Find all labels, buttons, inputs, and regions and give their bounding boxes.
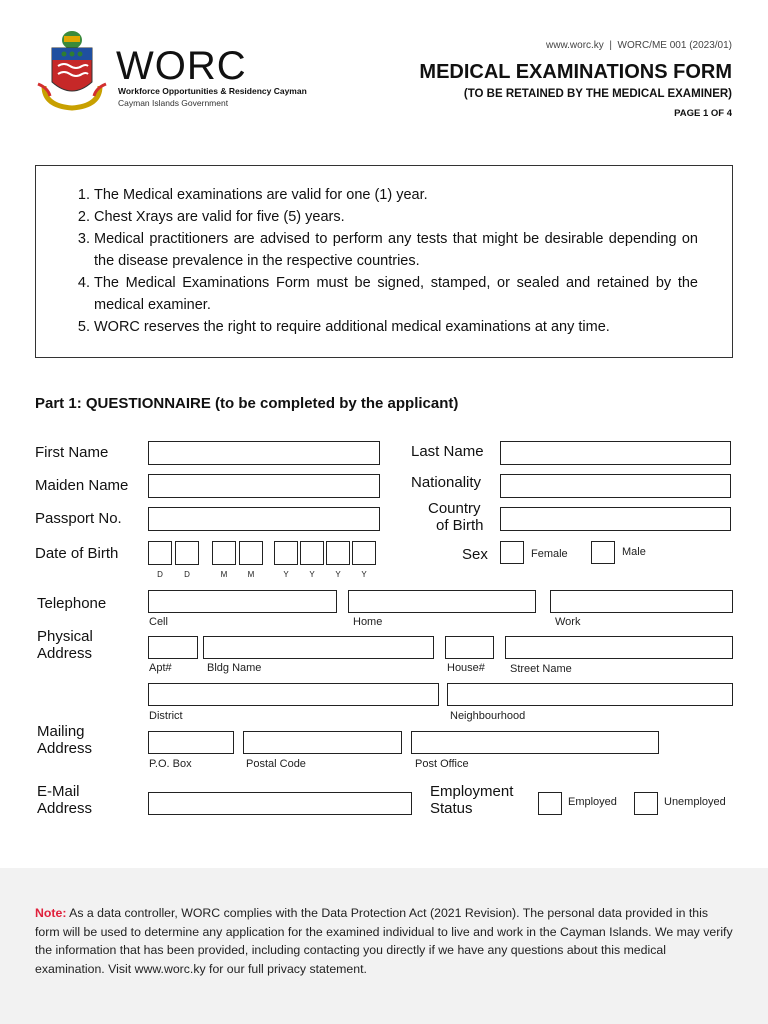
passport-field[interactable] <box>148 507 380 531</box>
last-name-field[interactable] <box>500 441 731 465</box>
note-text: As a data controller, WORC complies with the Data Protection Act (2021 Revision). The personal data provided in this form will be used to determine any application for the examined individual to live and work in the Cayman Islands. We may verify the information that has been provided, including contacting you directly if we have any questions about this medical examination. Visit www.worc.ky for our full privacy statement. <box>35 906 733 976</box>
sex-male-label: Male <box>622 546 646 558</box>
country-of-birth-field[interactable] <box>500 507 731 531</box>
dob-day-2[interactable] <box>175 541 199 565</box>
dob-label: Date of Birth <box>35 545 119 562</box>
email-field[interactable] <box>148 792 412 815</box>
dob-hint: Y <box>309 570 315 579</box>
maiden-name-field[interactable] <box>148 474 380 498</box>
dob-month-2[interactable] <box>239 541 263 565</box>
dob-hint: M <box>220 570 228 579</box>
privacy-footer <box>0 868 768 1024</box>
dob-year-2[interactable] <box>300 541 324 565</box>
dob-year-3[interactable] <box>326 541 350 565</box>
dob-hint: D <box>184 570 190 579</box>
notice-item: 3. Medical practitioners are advised to perform any tests that might be desirable depending on the disease prevalence in the respective countries. <box>94 228 698 272</box>
notice-item: 5. WORC reserves the right to require additional medical examinations at any time. <box>94 316 698 338</box>
physical-address-label-2: Address <box>37 645 93 662</box>
employed-label: Employed <box>568 796 617 808</box>
form-reference: www.worc.ky | WORC/ME 001 (2023/01) <box>546 40 732 51</box>
po-box-label: P.O. Box <box>149 758 192 770</box>
house-label: House# <box>447 662 485 674</box>
country-of-birth-label-1: Country <box>428 500 481 517</box>
telephone-label: Telephone <box>37 595 107 612</box>
street-name-label: Street Name <box>510 663 572 675</box>
page-indicator: PAGE 1 OF 4 <box>674 108 732 119</box>
nationality-label: Nationality <box>411 474 482 491</box>
post-office-field[interactable] <box>411 731 659 754</box>
employed-checkbox[interactable] <box>538 792 562 815</box>
email-address-label-2: Address <box>37 800 93 817</box>
coat-of-arms-icon <box>34 26 110 114</box>
work-label: Work <box>555 616 581 628</box>
notice-item: 4. The Medical Examinations Form must be signed, stamped, or sealed and retained by the medical examiner. <box>94 272 698 316</box>
first-name-field[interactable] <box>148 441 380 465</box>
note-label: Note: <box>35 906 67 920</box>
telephone-work-field[interactable] <box>550 590 733 613</box>
sex-label: Sex <box>462 546 488 563</box>
notice-list <box>94 184 698 338</box>
email-address-label-1: E-Mail <box>37 783 80 800</box>
brand-title: WORC <box>116 44 247 88</box>
bldg-name-label: Bldg Name <box>207 662 262 674</box>
postal-code-label: Postal Code <box>246 758 306 770</box>
passport-label: Passport No. <box>35 510 122 527</box>
employment-status-label-2: Status <box>430 800 473 817</box>
form-title: MEDICAL EXAMINATIONS FORM <box>419 61 732 83</box>
first-name-label: First Name <box>35 444 109 461</box>
unemployed-checkbox[interactable] <box>634 792 658 815</box>
neighbourhood-field[interactable] <box>447 683 733 706</box>
dob-hint: Y <box>361 570 367 579</box>
nationality-field[interactable] <box>500 474 731 498</box>
bldg-name-field[interactable] <box>203 636 434 659</box>
notice-item: 2. Chest Xrays are valid for five (5) years. <box>94 206 698 228</box>
apt-field[interactable] <box>148 636 198 659</box>
brand-subtitle: Workforce Opportunities & Residency Cayman <box>118 86 307 96</box>
dob-hint: M <box>247 570 255 579</box>
house-field[interactable] <box>445 636 494 659</box>
part1-heading: Part 1: QUESTIONNAIRE (to be completed by the applicant) <box>35 395 459 412</box>
cell-label: Cell <box>149 616 168 628</box>
telephone-home-field[interactable] <box>348 590 536 613</box>
employment-status-label-1: Employment <box>430 783 514 800</box>
country-of-birth-label-2: of Birth <box>436 517 484 534</box>
apt-label: Apt# <box>149 662 172 674</box>
privacy-note <box>35 904 735 978</box>
dob-year-4[interactable] <box>352 541 376 565</box>
unemployed-label: Unemployed <box>664 796 726 808</box>
dob-day-1[interactable] <box>148 541 172 565</box>
form-subtitle: (TO BE RETAINED BY THE MEDICAL EXAMINER) <box>463 88 732 100</box>
notice-box <box>35 165 733 358</box>
notice-item: 1. The Medical examinations are valid for one (1) year. <box>94 184 698 206</box>
neighbourhood-label: Neighbourhood <box>450 710 526 722</box>
dob-hint: Y <box>283 570 289 579</box>
mailing-address-label-2: Address <box>37 740 93 757</box>
telephone-cell-field[interactable] <box>148 590 337 613</box>
po-box-field[interactable] <box>148 731 234 754</box>
home-label: Home <box>353 616 383 628</box>
street-name-field[interactable] <box>505 636 733 659</box>
postal-code-field[interactable] <box>243 731 402 754</box>
brand-government: Cayman Islands Government <box>118 98 229 108</box>
last-name-label: Last Name <box>411 443 484 460</box>
dob-hint: D <box>157 570 163 579</box>
dob-year-1[interactable] <box>274 541 298 565</box>
physical-address-label-1: Physical <box>37 628 93 645</box>
mailing-address-label-1: Mailing <box>37 723 85 740</box>
post-office-label: Post Office <box>415 758 469 770</box>
sex-male-checkbox[interactable] <box>591 541 615 564</box>
district-label: District <box>149 710 183 722</box>
dob-month-1[interactable] <box>212 541 236 565</box>
district-field[interactable] <box>148 683 439 706</box>
sex-female-label: Female <box>531 548 568 560</box>
maiden-name-label: Maiden Name <box>35 477 129 494</box>
sex-female-checkbox[interactable] <box>500 541 524 564</box>
dob-hint: Y <box>335 570 341 579</box>
